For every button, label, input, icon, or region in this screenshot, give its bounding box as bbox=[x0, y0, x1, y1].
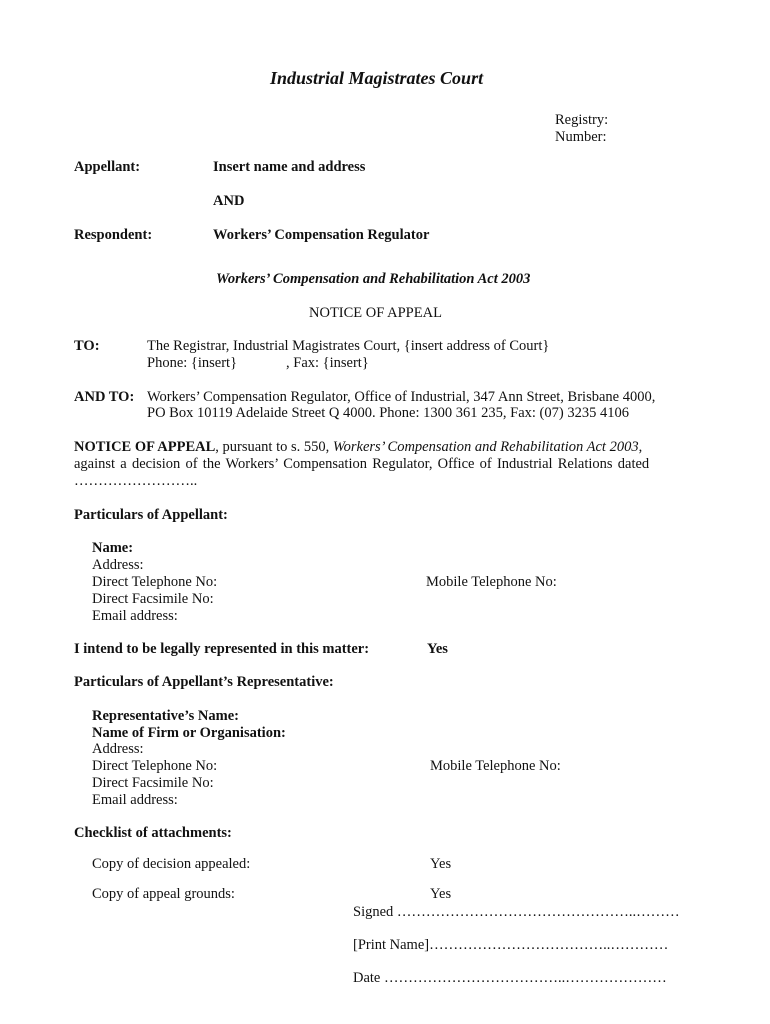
appellant-mobile-phone-label: Mobile Telephone No: bbox=[426, 574, 557, 590]
appellant-direct-phone-label: Direct Telephone No: bbox=[92, 574, 218, 590]
to-phone: Phone: {insert} bbox=[147, 355, 238, 371]
represented-question: I intend to be legally represented in this matter: bbox=[74, 641, 370, 657]
number-label: Number: bbox=[555, 129, 607, 145]
and-to-label: AND TO: bbox=[74, 389, 135, 405]
appellant-email-label: Email address: bbox=[92, 608, 178, 624]
appellant-value: Insert name and address bbox=[213, 159, 366, 175]
and-to-line-2: PO Box 10119 Adelaide Street Q 4000. Phone: 1300 361 235, Fax: (07) 3235 4106 bbox=[147, 405, 629, 421]
page-title: Industrial Magistrates Court bbox=[270, 68, 484, 88]
checklist-item-label: Copy of appeal grounds: bbox=[92, 886, 235, 902]
notice-paragraph-line-3: …………………….. bbox=[74, 473, 198, 489]
respondent-value: Workers’ Compensation Regulator bbox=[213, 227, 430, 243]
signed-line: Signed …………………………………………..……… bbox=[353, 904, 680, 920]
representative-firm-label: Name of Firm or Organisation: bbox=[92, 725, 286, 741]
checklist-heading: Checklist of attachments: bbox=[74, 825, 232, 841]
represented-answer: Yes bbox=[427, 641, 448, 657]
checklist-item-label: Copy of decision appealed: bbox=[92, 856, 251, 872]
representative-address-label: Address: bbox=[92, 741, 144, 757]
representative-email-label: Email address: bbox=[92, 792, 178, 808]
checklist-item-value: Yes bbox=[430, 856, 452, 872]
notice-paragraph-text-1: , pursuant to s. 550, bbox=[215, 439, 333, 455]
appellant-name-label: Name: bbox=[92, 540, 134, 556]
to-label: TO: bbox=[74, 338, 100, 354]
notice-paragraph-line-1: NOTICE OF APPEAL, pursuant to s. 550, Workers’ Compensation and Rehabilitation Act 2003, bbox=[74, 439, 643, 455]
checklist-item-value: Yes bbox=[430, 886, 452, 902]
appellant-fax-label: Direct Facsimile No: bbox=[92, 591, 214, 607]
notice-paragraph-line-2: against a decision of the Workers’ Compensation Regulator, Office of Industrial Relations dated bbox=[74, 456, 650, 472]
respondent-label: Respondent: bbox=[74, 227, 153, 243]
print-name-line: [Print Name]………………………………..………… bbox=[353, 937, 669, 953]
notice-paragraph-act: Workers’ Compensation and Rehabilitation Act 2003 bbox=[332, 439, 639, 455]
appellant-particulars-heading: Particulars of Appellant: bbox=[74, 507, 228, 523]
and-label: AND bbox=[213, 193, 245, 209]
registry-label: Registry: bbox=[555, 112, 609, 128]
and-to-line-1: Workers’ Compensation Regulator, Office of Industrial, 347 Ann Street, Brisbane 4000, bbox=[147, 389, 656, 405]
act-title: Workers’ Compensation and Rehabilitation Act 2003 bbox=[216, 271, 531, 287]
appellant-label: Appellant: bbox=[74, 159, 141, 175]
appellant-address-label: Address: bbox=[92, 557, 144, 573]
representative-direct-phone-label: Direct Telephone No: bbox=[92, 758, 218, 774]
representative-name-label: Representative’s Name: bbox=[92, 708, 239, 724]
notice-heading: NOTICE OF APPEAL bbox=[309, 305, 442, 321]
notice-paragraph-bold: NOTICE OF APPEAL bbox=[74, 439, 216, 455]
date-line: Date ………………………………..………………… bbox=[353, 970, 667, 986]
representative-mobile-phone-label: Mobile Telephone No: bbox=[430, 758, 561, 774]
to-line-1: The Registrar, Industrial Magistrates Court, {insert address of Court} bbox=[147, 338, 550, 354]
representative-fax-label: Direct Facsimile No: bbox=[92, 775, 214, 791]
to-fax: , Fax: {insert} bbox=[286, 355, 369, 371]
representative-particulars-heading: Particulars of Appellant’s Representative: bbox=[74, 674, 334, 690]
